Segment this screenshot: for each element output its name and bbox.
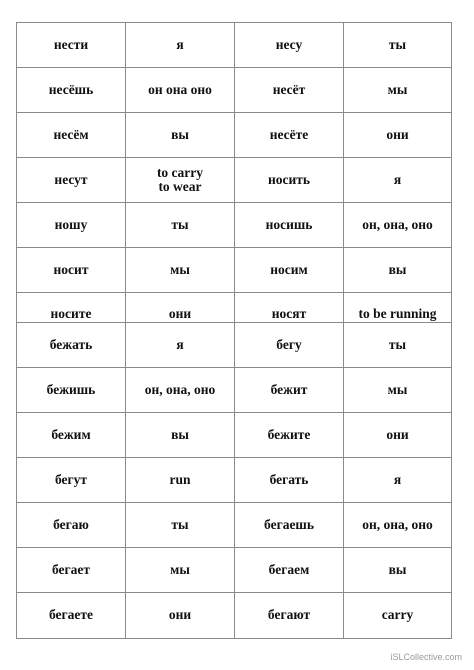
word-card: они (386, 426, 409, 442)
word-card: бегаешь (235, 503, 344, 547)
word-card: носишь (235, 203, 344, 247)
word-card: вы (126, 413, 235, 457)
word-card: ты (388, 36, 407, 52)
word-card: несёшь (17, 68, 126, 112)
word-card: бежать (17, 323, 126, 367)
word-card: несут (17, 158, 126, 202)
word-card: несёте (235, 113, 344, 157)
word-card: ты (126, 203, 235, 247)
word-card: вы (126, 113, 235, 157)
word-card: вы (388, 561, 407, 577)
table-row (17, 203, 451, 248)
word-card: бежишь (17, 368, 126, 412)
word-card: вы (388, 261, 407, 277)
table-row (17, 113, 451, 158)
word-card: носит (17, 248, 126, 292)
word-card: я (393, 471, 402, 487)
word-card: to be running (358, 305, 437, 321)
table-row (17, 593, 451, 638)
word-card: мы (126, 248, 235, 292)
word-card: они (126, 593, 235, 638)
word-card: бегаете (17, 593, 126, 638)
word-card: носят (235, 293, 344, 322)
word-card: несём (17, 113, 126, 157)
word-card: бегут (17, 458, 126, 502)
word-card: нести (17, 23, 126, 67)
word-card: мы (387, 381, 408, 397)
word-card: носить (235, 158, 344, 202)
word-card: он, она, оно (362, 216, 433, 232)
word-card: бежит (235, 368, 344, 412)
word-card: бегают (235, 593, 344, 638)
word-card: бегаю (17, 503, 126, 547)
table-row (17, 323, 451, 368)
word-card: бегать (235, 458, 344, 502)
word-card: бежим (17, 413, 126, 457)
word-card: run (126, 458, 235, 502)
table-row (17, 458, 451, 503)
table-row (17, 293, 451, 323)
word-card: бегу (235, 323, 344, 367)
site-watermark: iSLCollective.com (390, 652, 462, 662)
word-card: бегаем (235, 548, 344, 592)
vocabulary-card-grid (16, 22, 452, 639)
table-row (17, 68, 451, 113)
word-card: ты (126, 503, 235, 547)
word-card: to carry to wear (126, 158, 235, 202)
table-row (17, 248, 451, 293)
word-card: carry (381, 607, 414, 623)
word-card: бежите (235, 413, 344, 457)
word-card: носим (235, 248, 344, 292)
word-card: ношу (17, 203, 126, 247)
table-row (17, 23, 451, 68)
word-card: он она оно (126, 68, 235, 112)
table-row (17, 503, 451, 548)
word-card: я (126, 323, 235, 367)
word-card: мы (387, 81, 408, 97)
word-card: несу (235, 23, 344, 67)
word-card: они (126, 293, 235, 322)
word-card: я (126, 23, 235, 67)
word-card: бегает (17, 548, 126, 592)
table-row (17, 548, 451, 593)
word-card: он, она, оно (126, 368, 235, 412)
table-row (17, 368, 451, 413)
word-card: носите (17, 293, 126, 322)
word-card: ты (388, 336, 407, 352)
word-card: он, она, оно (362, 516, 433, 532)
word-card: я (393, 171, 402, 187)
word-card: они (386, 126, 409, 142)
word-card: несёт (235, 68, 344, 112)
word-card: мы (126, 548, 235, 592)
table-row (17, 413, 451, 458)
table-row (17, 158, 451, 203)
